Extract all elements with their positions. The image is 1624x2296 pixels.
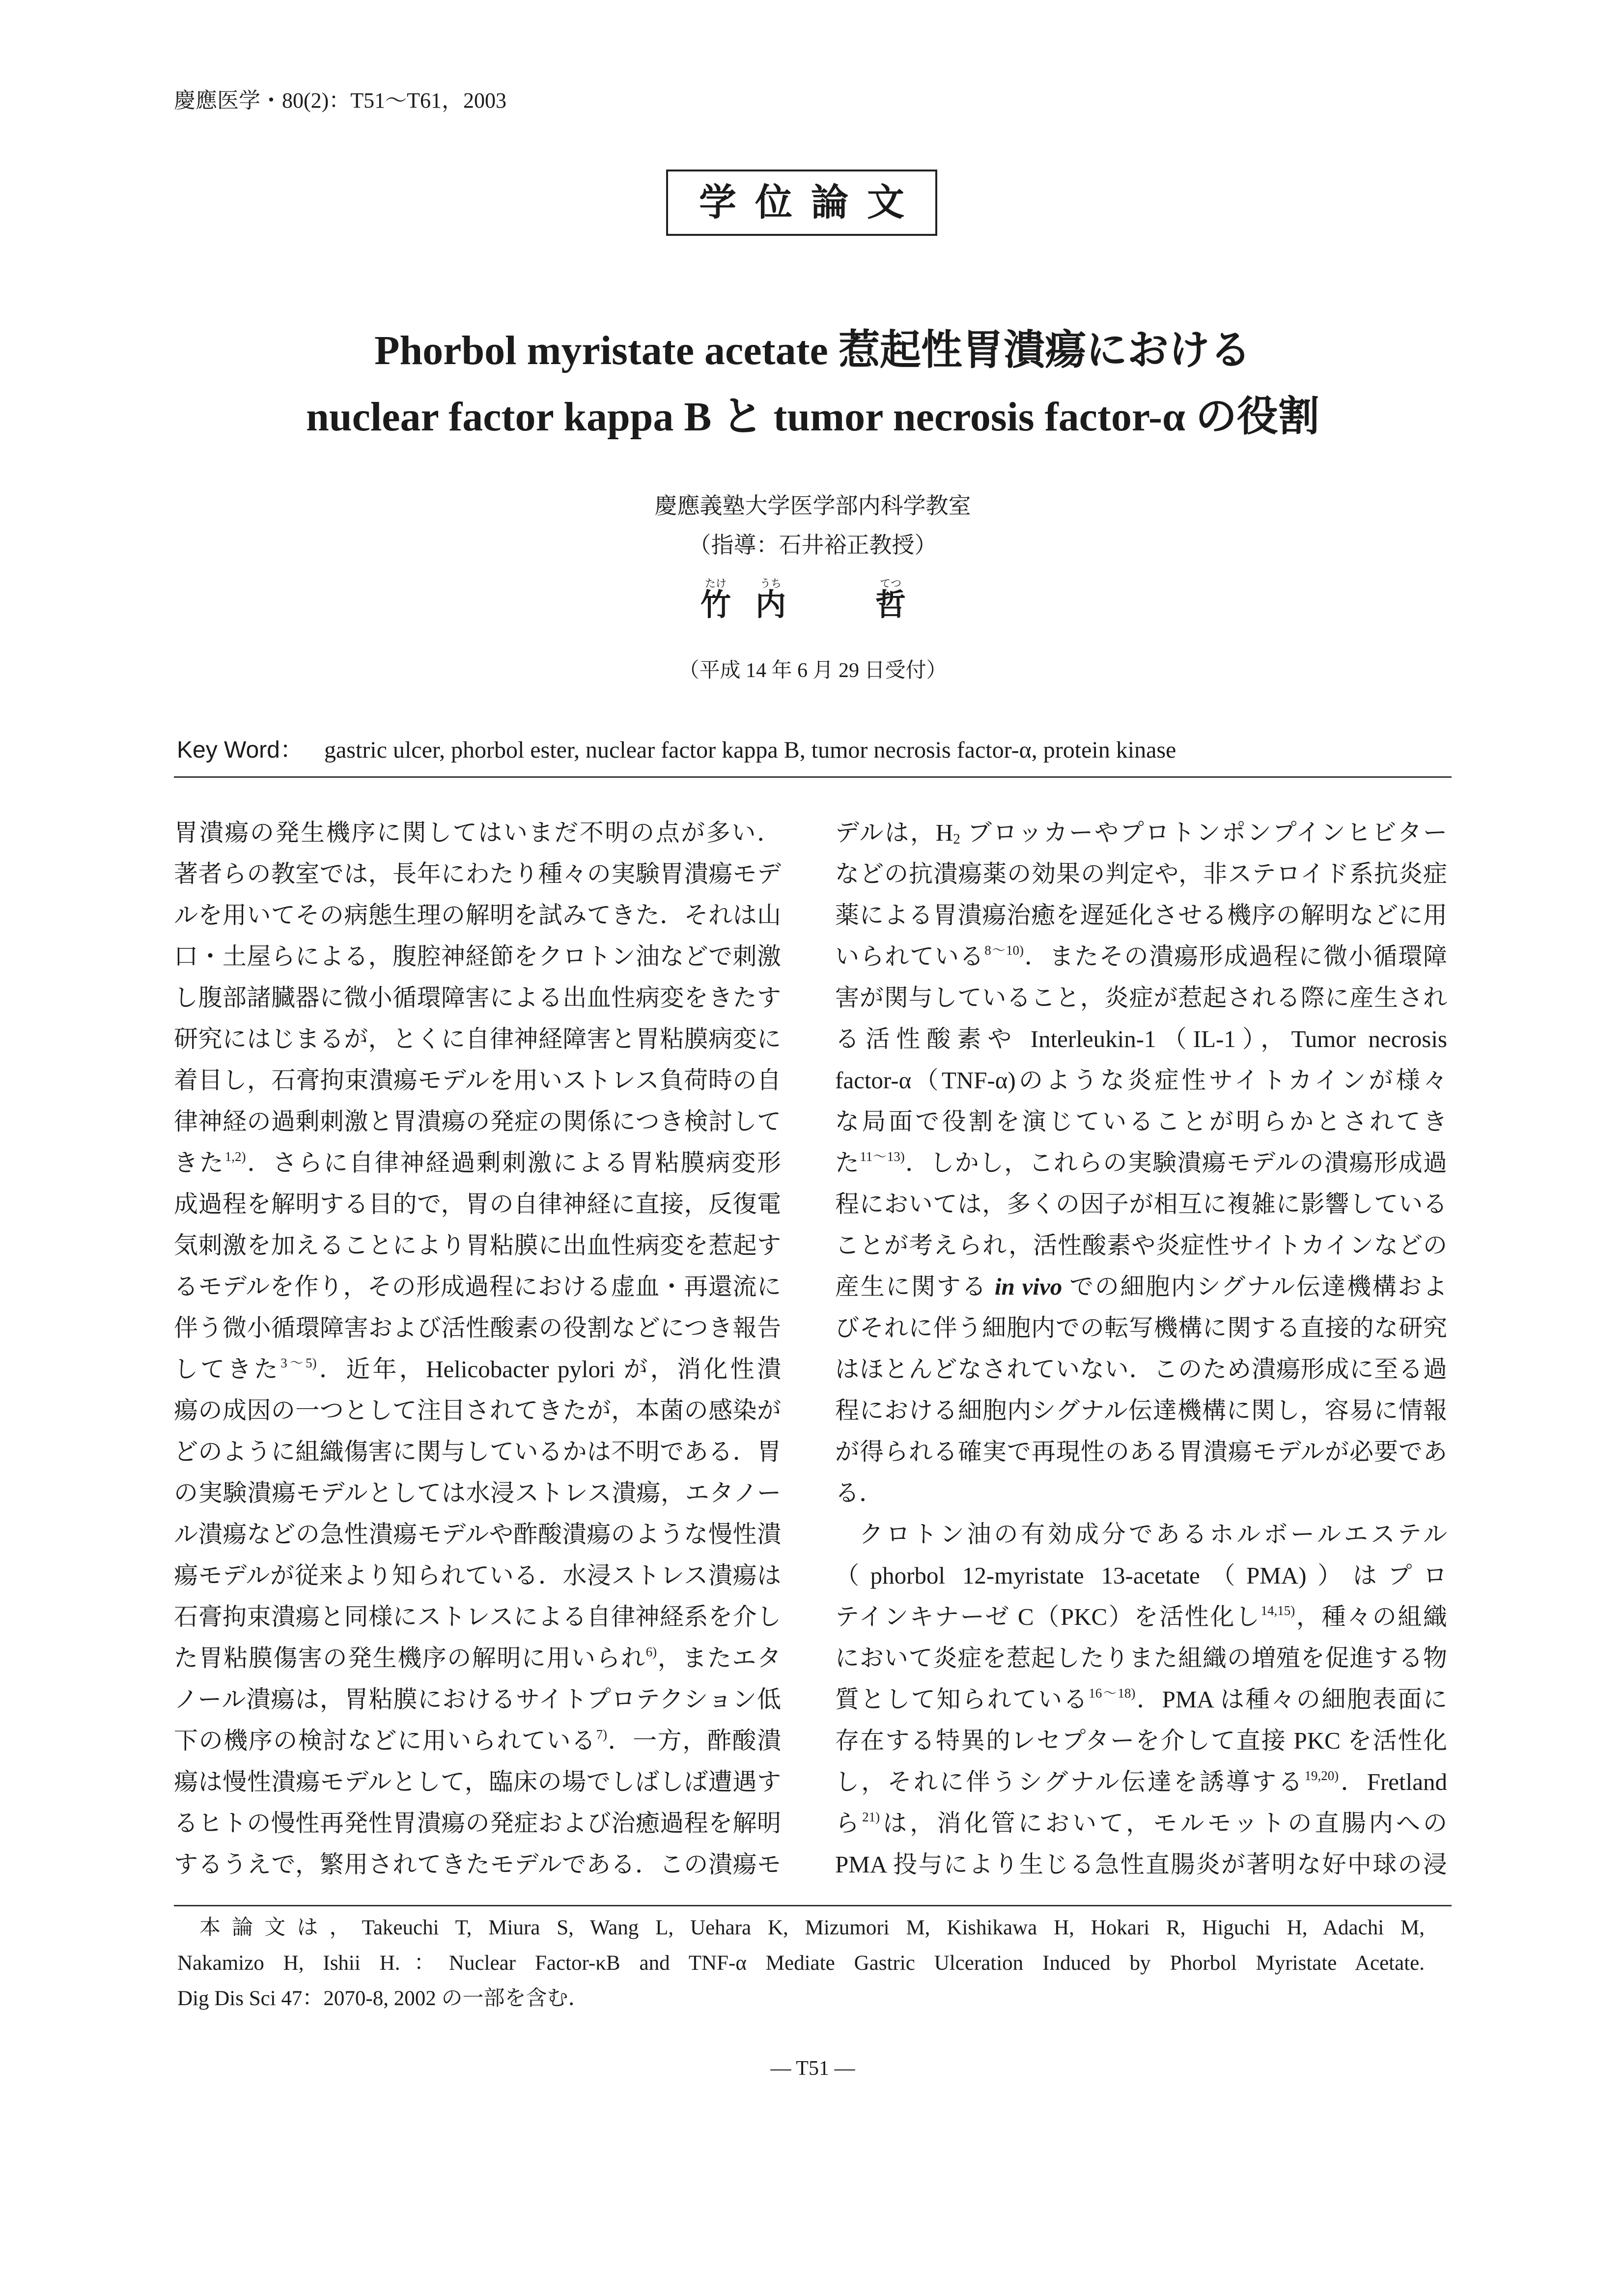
right-column-line: （phorbol 12-myristate 13-acetate（PMA)）はプロ — [835, 1562, 1447, 1589]
citation-reference: 21) — [862, 1809, 880, 1824]
body-right-column — [835, 812, 1447, 1885]
author-name-char — [696, 577, 735, 621]
line-text: ら — [835, 1810, 863, 1837]
left-column-line: ルを用いてその病態生理の解明を試みてきた．それは山 — [174, 902, 781, 929]
right-column-line: が得られる確実で再現性のある胃潰瘍モデルが必要であ — [835, 1438, 1447, 1465]
footnote — [177, 1910, 1425, 2016]
left-column-line: 研究にはじまるが，とくに自律神経障害と胃粘膜病変に — [174, 1025, 781, 1052]
paper-title-line-2: nuclear factor kappa B と tumor necrosis factor-α の役割 — [306, 394, 1319, 440]
right-column-line — [835, 1596, 1447, 1638]
page-number: — T51 — — [770, 2057, 855, 2080]
supervisor: （指導：石井裕正教授） — [688, 533, 937, 558]
footnote-line: 本論文は，Takeuchi T, Miura S, Wang L, Uehara K, Mizumori M, Kishikawa H, Hokari R, Higuchi H, Adachi M, — [199, 1916, 1425, 1939]
left-column-line — [174, 1349, 781, 1390]
right-column-line — [835, 936, 1447, 977]
right-column-line: factor-α（TNF-α)のような炎症性サイトカインが様々 — [835, 1067, 1447, 1094]
keywords-text: gastric ulcer, phorbol ester, nuclear factor kappa B, tumor necrosis factor-α, protein kinase — [324, 737, 1176, 763]
left-column-line: 気刺激を加えることにより胃粘膜に出血性病変を惹起す — [174, 1232, 781, 1259]
right-column-line — [835, 1142, 1447, 1184]
left-column-line: 瘍の成因の一つとして注目されてきたが，本菌の感染が — [174, 1397, 781, 1424]
author-furigana: たけ — [704, 577, 727, 590]
left-column-line — [174, 1720, 781, 1761]
line-text: た — [835, 1149, 860, 1176]
line-text: での細胞内シグナル伝達機構およ — [1062, 1273, 1447, 1300]
left-column-line: 律神経の過剰刺激と胃潰瘍の発症の関係につき検討して — [174, 1108, 781, 1135]
thesis-label: 学位論文 — [699, 181, 923, 224]
right-column-line: びそれに伴う細胞内での転写機構に関する直接的な研究 — [835, 1314, 1447, 1341]
line-text: ，またエタ — [657, 1644, 781, 1672]
line-text: ．またその潰瘍形成過程に微小循環障 — [1023, 943, 1447, 970]
footnote-line: Nakamizo H, Ishii H.：Nuclear Factor-κB and TNF-α Mediate Gastric Ulceration Induced by Phorbol Myristate Acetate. — [177, 1952, 1425, 1975]
line-text: きた — [174, 1149, 225, 1176]
right-column-line: る活性酸素や Interleukin-1（IL-1），Tumor necrosis — [835, 1025, 1447, 1052]
line-text: いられている — [835, 943, 985, 970]
left-column-line: どのように組織傷害に関与しているかは不明である．胃 — [174, 1438, 781, 1465]
right-column-line: 程においては，多くの因子が相互に複雑に影響している — [835, 1191, 1447, 1218]
author-kanji: 哲 — [875, 588, 906, 622]
left-column-line: するうえで，繁用されてきたモデルである．この潰瘍モ — [174, 1851, 781, 1878]
thesis-label-box — [666, 170, 937, 236]
line-text: ブロッカーやプロトンポンプインヒビター — [960, 819, 1447, 846]
line-text: ．さらに自律神経過剰刺激による胃粘膜病変形 — [246, 1149, 781, 1176]
left-column-line: の実験潰瘍モデルとしては水浸ストレス潰瘍，エタノー — [174, 1479, 781, 1506]
left-column-line: るヒトの慢性再発性胃潰瘍の発症および治癒過程を解明 — [174, 1810, 781, 1837]
line-text: 産生に関する — [835, 1273, 995, 1300]
right-column-line: 薬による胃潰瘍治癒を遅延化させる機序の解明などに用 — [835, 902, 1447, 929]
paper-title-line-1: Phorbol myristate acetate 惹起性胃潰瘍における — [374, 328, 1251, 373]
author-furigana: うち — [759, 577, 782, 590]
left-column-line — [174, 1142, 781, 1184]
right-column-line: 存在する特異的レセプターを介して直接 PKC を活性化 — [835, 1727, 1447, 1754]
right-column-line — [835, 1761, 1447, 1803]
line-text: デルは，H — [835, 819, 953, 846]
line-text: し，それに伴うシグナル伝達を誘導する — [835, 1768, 1305, 1795]
left-column-line: 成過程を解明する目的で，胃の自律神経に直接，反復電 — [174, 1191, 781, 1218]
keywords-label: Key Word： — [177, 737, 304, 763]
citation-reference: 11〜13) — [860, 1149, 905, 1164]
right-column-line: などの抗潰瘍薬の効果の判定や，非ステロイド系抗炎症 — [835, 860, 1447, 887]
left-column-line: ノール潰瘍は，胃粘膜におけるサイトプロテクション低 — [174, 1686, 781, 1713]
received-date: （平成 14 年 6 月 29 日受付） — [678, 659, 947, 682]
left-column-line: 伴う微小循環障害および活性酸素の役割などにつき報告 — [174, 1314, 781, 1341]
right-column-line: 害が関与していること，炎症が惹起される際に産生され — [835, 984, 1447, 1011]
left-column-line: 瘍は慢性潰瘍モデルとして，臨床の場でしばしば遭遇す — [174, 1768, 781, 1795]
right-column-line: る． — [835, 1479, 884, 1506]
line-text: テインキナーゼ C（PKC）を活性化し — [835, 1603, 1261, 1630]
author-name-char — [751, 577, 790, 621]
left-column-line: 著者らの教室では，長年にわたり種々の実験胃潰瘍モデ — [174, 860, 781, 887]
body-left-column — [174, 812, 781, 1885]
line-text: 質として知られている — [835, 1686, 1089, 1713]
author-furigana: てつ — [879, 577, 901, 590]
right-column-line: ことが考えられ，活性酸素や炎症性サイトカインなどの — [835, 1232, 1447, 1259]
left-column-line: 石膏拘束潰瘍と同様にストレスによる自律神経系を介し — [174, 1603, 781, 1630]
italic-term: in vivo — [994, 1273, 1063, 1300]
keywords-divider — [174, 776, 1452, 778]
left-column-line: るモデルを作り，その形成過程における虚血・再還流に — [174, 1273, 781, 1300]
left-column-line: ル潰瘍などの急性潰瘍モデルや酢酸潰瘍のような慢性潰 — [174, 1521, 781, 1548]
right-column-line: PMA 投与により生じる急性直腸炎が著明な好中球の浸 — [835, 1851, 1447, 1878]
left-column-line — [174, 1638, 781, 1679]
footnote-line: Dig Dis Sci 47：2070-8, 2002 の一部を含む． — [177, 1987, 589, 2010]
line-text: ．PMA は種々の細胞表面に — [1135, 1686, 1447, 1713]
author-name-char — [871, 577, 910, 621]
right-column-line: 程における細胞内シグナル伝達機構に関し，容易に情報 — [835, 1397, 1447, 1424]
affiliation: 慶應義塾大学医学部内科学教室 — [654, 493, 971, 518]
author-kanji: 竹 — [700, 588, 731, 622]
right-column-line: はほとんどなされていない．このため潰瘍形成に至る過 — [835, 1356, 1447, 1383]
citation-reference: 1,2) — [224, 1149, 246, 1164]
line-text: た胃粘膜傷害の発生機序の解明に用いられ — [174, 1644, 646, 1672]
left-column-line: 瘍モデルが従来より知られている．水浸ストレス潰瘍は — [174, 1562, 781, 1589]
journal-citation: 慶應医学・80(2)：T51〜T61，2003 — [174, 88, 507, 113]
left-column-line: し腹部諸臓器に微小循環障害による出血性病変をきたす — [174, 984, 781, 1011]
subscript: 2 — [953, 831, 960, 847]
line-text: ．一方，酢酸潰 — [607, 1727, 781, 1754]
right-column-line: な局面で役割を演じていることが明らかとされてき — [835, 1108, 1447, 1135]
right-column-line — [835, 1266, 1447, 1307]
right-column-line: クロトン油の有効成分であるホルボールエステル — [859, 1521, 1447, 1548]
right-column-line — [835, 812, 1447, 853]
right-column-line: において炎症を惹起したりまた組織の増殖を促進する物 — [835, 1644, 1447, 1672]
line-text: ，種々の組織 — [1295, 1603, 1447, 1630]
left-column-line: 胃潰瘍の発生機序に関してはいまだ不明の点が多い． — [174, 819, 781, 846]
citation-reference: 16〜18) — [1089, 1685, 1136, 1701]
citation-reference: 14,15) — [1260, 1603, 1295, 1618]
line-text: ．Fretland — [1339, 1768, 1448, 1795]
line-text: ．近年，Helicobacter pylori が，消化性潰 — [316, 1356, 781, 1383]
citation-reference: 19,20) — [1304, 1768, 1339, 1783]
keywords-line — [177, 736, 1176, 765]
citation-reference: 7) — [596, 1727, 608, 1742]
footnote-divider — [174, 1905, 1452, 1906]
line-text: 下の機序の検討などに用いられている — [174, 1727, 596, 1754]
left-column-line: 口・土屋らによる，腹腔神経節をクロトン油などで刺激 — [174, 943, 781, 970]
right-column-line — [835, 1679, 1447, 1720]
line-text: してきた — [174, 1356, 281, 1383]
line-text: は，消化管において，モルモットの直腸内への — [880, 1810, 1447, 1837]
citation-reference: 3〜5) — [280, 1355, 317, 1370]
author-kanji: 内 — [755, 588, 786, 622]
left-column-line: 着目し，石膏拘束潰瘍モデルを用いストレス負荷時の自 — [174, 1067, 781, 1094]
right-column-line — [835, 1803, 1447, 1844]
line-text: ．しかし，これらの実験潰瘍モデルの潰瘍形成過 — [904, 1149, 1447, 1176]
citation-reference: 8〜10) — [984, 942, 1024, 958]
citation-reference: 6) — [645, 1644, 657, 1659]
